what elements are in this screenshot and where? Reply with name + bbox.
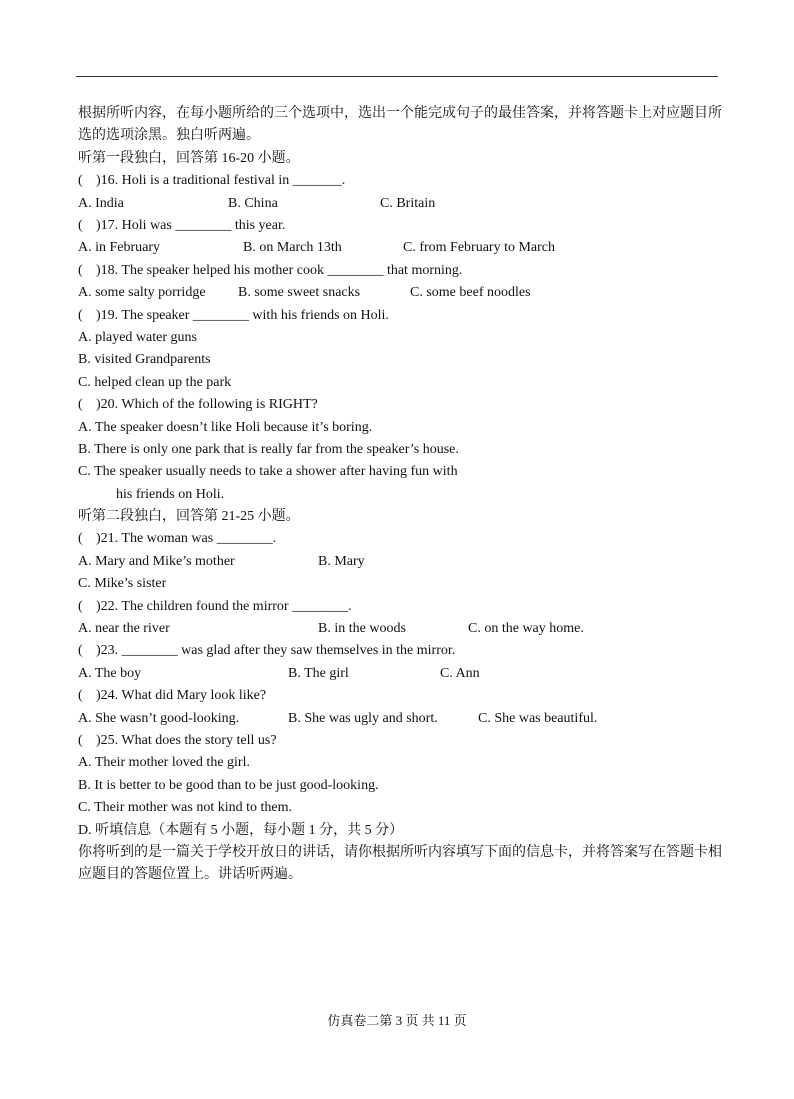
option-a: A. India xyxy=(78,195,124,211)
header-rule xyxy=(76,76,718,77)
question-16 xyxy=(78,170,722,192)
question-21-options xyxy=(78,551,722,573)
option-b: B. It is better to be good than to be just good-looking. xyxy=(78,777,379,793)
answer-paren[interactable]: ( xyxy=(78,688,83,704)
section-d-instruction: 你将听到的是一篇关于学校开放日的讲话，请你根据所听内容填写下面的信息卡，并将答案写在答题卡相应题目的答题位置上。讲话听两遍。 xyxy=(78,844,722,883)
option-b: B. in the woods xyxy=(318,621,406,637)
question-23-options xyxy=(78,663,722,685)
option-b: B. Mary xyxy=(318,553,365,569)
question-23 xyxy=(78,640,722,662)
answer-paren[interactable]: ( xyxy=(78,173,83,189)
answer-paren[interactable]: ( xyxy=(78,397,83,413)
option-c: C. Their mother was not kind to them. xyxy=(78,800,292,816)
question-20 xyxy=(78,394,722,416)
question-25-stem: )25. What does the story tell us? xyxy=(96,732,277,748)
question-16-options xyxy=(78,193,722,215)
intro-instruction: 根据所听内容，在每小题所给的三个选项中，选出一个能完成句子的最佳答案，并将答题卡上对应题目所选的选项涂黑。独白听两遍。 xyxy=(78,106,722,144)
question-22 xyxy=(78,596,722,618)
question-18-stem: )18. The speaker helped his mother cook ________ that morning. xyxy=(96,262,463,278)
question-19-stem: )19. The speaker ________ with his friends on Holi. xyxy=(96,307,389,323)
option-b: B. on March 13th xyxy=(243,240,342,256)
question-18 xyxy=(78,260,722,282)
question-18-options xyxy=(78,282,722,304)
option-a: A. played water guns xyxy=(78,329,197,345)
option-a: A. in February xyxy=(78,240,161,256)
question-21 xyxy=(78,528,722,550)
answer-paren[interactable]: ( xyxy=(78,531,83,547)
question-23-stem: )23. ________ was glad after they saw themselves in the mirror. xyxy=(96,643,456,659)
question-24-options xyxy=(78,708,722,730)
option-b: B. China xyxy=(228,195,278,211)
question-19 xyxy=(78,305,722,327)
option-b: B. She was ugly and short. xyxy=(288,710,438,726)
option-b: B. There is only one park that is really far from the speaker’s house. xyxy=(78,441,459,457)
page-footer: 仿真卷二第 3 页 共 11 页 xyxy=(327,1013,467,1028)
section-d-heading: D. 听填信息（本题有 5 小题，每小题 1 分，共 5 分） xyxy=(78,822,404,838)
option-a: A. Mary and Mike’s mother xyxy=(78,553,235,569)
answer-paren[interactable]: ( xyxy=(78,307,83,323)
option-c: C. on the way home. xyxy=(468,621,584,637)
option-a: A. near the river xyxy=(78,621,170,637)
option-c: C. helped clean up the park xyxy=(78,374,232,390)
option-b: B. The girl xyxy=(288,665,349,681)
option-c: C. The speaker usually needs to take a shower after having fun with xyxy=(78,464,458,480)
option-c-continued: his friends on Holi. xyxy=(116,486,225,502)
section2-heading: 听第二段独白，回答第 21-25 小题。 xyxy=(78,509,300,525)
question-22-options xyxy=(78,618,722,640)
question-22-stem: )22. The children found the mirror ________. xyxy=(96,598,352,614)
answer-paren[interactable]: ( xyxy=(78,217,83,233)
option-b: B. visited Grandparents xyxy=(78,352,211,368)
answer-paren[interactable]: ( xyxy=(78,598,83,614)
option-c: C. Britain xyxy=(380,195,436,211)
option-a: A. The speaker doesn’t like Holi because it’s boring. xyxy=(78,419,373,435)
option-c: C. She was beautiful. xyxy=(478,710,598,726)
question-24 xyxy=(78,685,722,707)
option-a: A. The boy xyxy=(78,665,142,681)
page-content xyxy=(78,103,722,887)
question-16-stem: )16. Holi is a traditional festival in _______. xyxy=(96,173,346,189)
question-17-stem: )17. Holi was ________ this year. xyxy=(96,217,286,233)
option-c: C. Mike’s sister xyxy=(78,576,167,592)
question-24-stem: )24. What did Mary look like? xyxy=(96,688,267,704)
question-21-stem: )21. The woman was ________. xyxy=(96,531,277,547)
question-20-stem: )20. Which of the following is RIGHT? xyxy=(96,397,318,413)
section1-heading: 听第一段独白，回答第 16-20 小题。 xyxy=(78,150,300,166)
question-25 xyxy=(78,730,722,752)
question-17-options xyxy=(78,237,722,259)
option-a: A. She wasn’t good-looking. xyxy=(78,710,240,726)
option-c: C. Ann xyxy=(440,665,480,681)
option-c: C. some beef noodles xyxy=(410,285,531,301)
answer-paren[interactable]: ( xyxy=(78,643,83,659)
option-b: B. some sweet snacks xyxy=(238,285,361,301)
option-a: A. Their mother loved the girl. xyxy=(78,755,250,771)
option-c: C. from February to March xyxy=(403,240,556,256)
question-17 xyxy=(78,215,722,237)
option-a: A. some salty porridge xyxy=(78,285,206,301)
answer-paren[interactable]: ( xyxy=(78,732,83,748)
answer-paren[interactable]: ( xyxy=(78,262,83,278)
